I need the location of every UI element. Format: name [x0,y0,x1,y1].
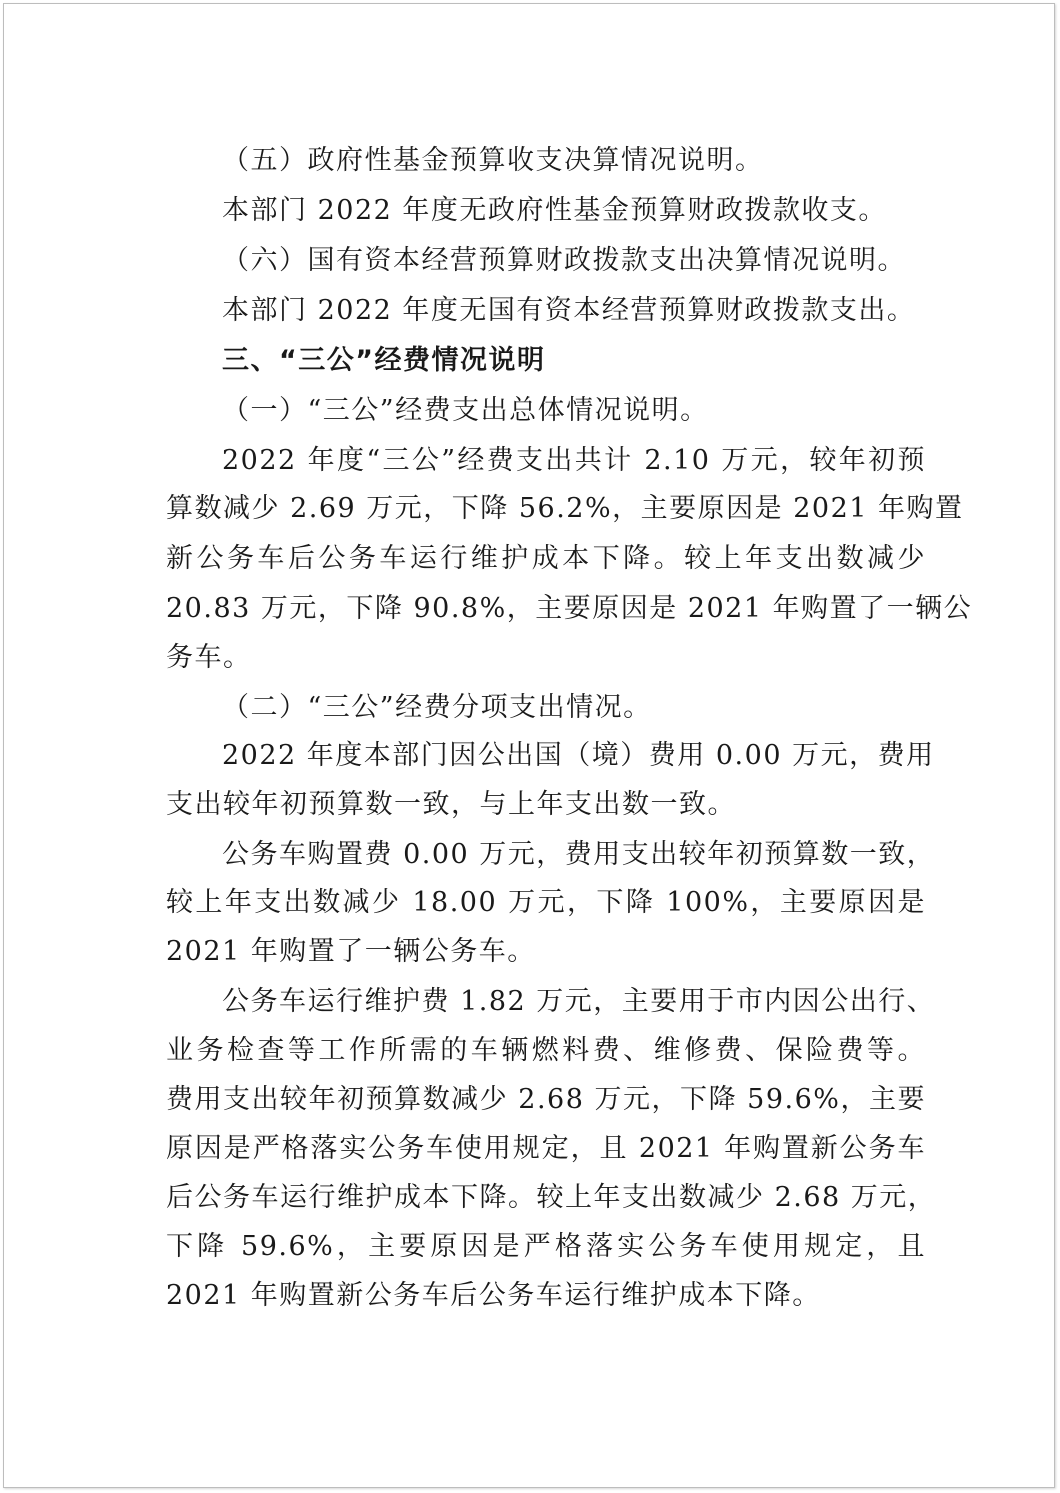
paragraph-line: 20.83 万元，下降 90.8%，主要原因是 2021 年购置了一辆公 [166,593,973,624]
paragraph-line: 后公务车运行维护成本下降。较上年支出数减少 2.68 万元， [166,1182,937,1213]
paragraph-line: 较上年支出数减少 18.00 万元，下降 100%，主要原因是 [166,887,926,918]
paragraph-line: 2022 年度本部门因公出国（境）费用 0.00 万元，费用 [222,740,935,771]
paragraph-line: 公务车购置费 0.00 万元，费用支出较年初预算数一致， [222,839,936,870]
subsection-2-heading: （二）“三公”经费分项支出情况。 [222,692,652,723]
paragraph-line: 2021 年购置了一辆公务车。 [166,936,536,967]
paragraph-line: 新公务车后公务车运行维护成本下降。较上年支出数减少 [166,543,926,574]
paragraph-line: 费用支出较年初预算数减少 2.68 万元，下降 59.6%，主要 [166,1084,926,1115]
chapter-3-heading: 三、“三公”经费情况说明 [222,345,546,376]
paragraph-line: 2021 年购置新公务车后公务车运行维护成本下降。 [166,1280,821,1311]
section-6-heading: （六）国有资本经营预算财政拨款支出决算情况说明。 [222,245,906,276]
paragraph-line: 务车。 [166,642,252,673]
paragraph-line: 公务车运行维护费 1.82 万元，主要用于市内因公出行、 [222,986,936,1017]
section-6-text: 本部门 2022 年度无国有资本经营预算财政拨款支出。 [222,295,916,326]
paragraph-line: 业务检查等工作所需的车辆燃料费、维修费、保险费等。 [166,1035,926,1066]
paragraph-line: 支出较年初预算数一致，与上年支出数一致。 [166,789,736,820]
paragraph-line: 下降 59.6%，主要原因是严格落实公务车使用规定，且 [166,1231,926,1262]
subsection-1-heading: （一）“三公”经费支出总体情况说明。 [222,395,709,426]
section-5-heading: （五）政府性基金预算收支决算情况说明。 [222,145,764,176]
paragraph-line: 原因是严格落实公务车使用规定，且 2021 年购置新公务车 [166,1133,926,1164]
paragraph-line: 2022 年度“三公”经费支出共计 2.10 万元，较年初预 [222,445,926,476]
section-5-text: 本部门 2022 年度无政府性基金预算财政拨款收支。 [222,195,887,226]
paragraph-line: 算数减少 2.69 万元，下降 56.2%，主要原因是 2021 年购置 [166,493,964,524]
